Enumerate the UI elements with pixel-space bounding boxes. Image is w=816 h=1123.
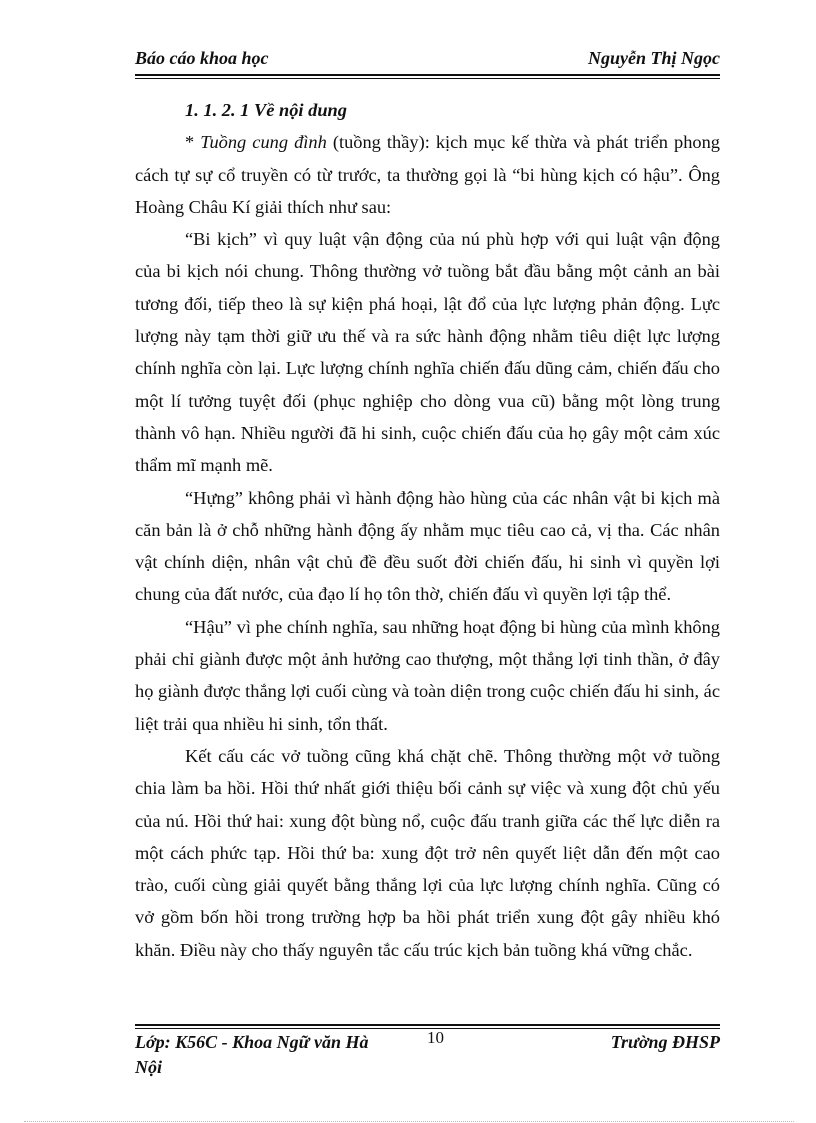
paragraph-1 (135, 126, 720, 223)
paragraph-1-italic-term: Tuồng cung đình (200, 132, 327, 153)
paragraph-2: “Bi kịch” vì quy luật vận động của nú phù hợp với qui luật vận động của bi kịch nói chung. Thông thường vở tuồng bắt đầu bằng một cảnh an bài tương đối, tiếp theo là sự kiện phá hoại, lật đổ của lực lượng phản động. Lực lượng này tạm thời giữ ưu thế và ra sức hành động nhằm tiêu diệt lực lượng chính nghĩa còn lại. Lực lượng chính nghĩa chiến đấu dũng cảm, chiến đấu cho một lí tưởng tuyệt đối (phục nghiệp cho dòng vua cũ) bằng một lòng trung thành vô hạn. Nhiều người đã hi sinh, cuộc chiến đấu của họ gây một cảm xúc thẩm mĩ mạnh mẽ. (135, 229, 720, 476)
section-heading: 1. 1. 2. 1 Về nội dung (185, 100, 347, 120)
header-rule-thick (135, 74, 720, 76)
page-edge-dotted-line (24, 1121, 794, 1122)
header-rule-thin (135, 78, 720, 79)
page-body (135, 94, 720, 966)
header-report-title: Báo cáo khoa học (135, 48, 269, 68)
paragraph-4: “Hậu” vì phe chính nghĩa, sau những hoạt động bi hùng của mình không phải chỉ giành được một ảnh hưởng cao thượng, một thắng lợi tinh thần, ở đây họ giành được thắng lợi cuối cùng và toàn diện trong cuộc chiến đấu hi sinh, ác liệt trải qua nhiều hi sinh, tổn thất. (135, 616, 720, 734)
paragraph-1-text: (tuồng thầy): kịch mục kế thừa và phát triển phong cách tự sự cổ truyền có từ trước, ta thường gọi là “bi hùng kịch có hậu”. Ông Hoàng Châu Kí giải thích như sau: (135, 132, 720, 217)
paragraph-5: Kết cấu các vở tuồng cũng khá chặt chẽ. Thông thường một vở tuồng chia làm ba hồi. Hồi thứ nhất giới thiệu bối cảnh sự việc và xung đột chủ yếu của nú. Hồi thứ hai: xung đột bùng nổ, cuộc đấu tranh giữa các thế lực diễn ra một cách phức tạp. Hồi thứ ba: xung đột trở nên quyết liệt dẫn đến một cao trào, cuối cùng giải quyết bằng thắng lợi của lực lượng chính nghĩa. Cũng có vở gồm bốn hồi trong trường hợp ba hồi phát triển xung đột gây nhiều khó khăn. Điều này cho thấy nguyên tắc cấu trúc kịch bản tuồng khá vững chắc. (135, 745, 720, 960)
footer-university: Trường ĐHSP (610, 1032, 720, 1052)
paragraph-3: “Hựng” không phải vì hành động hào hùng của các nhân vật bi kịch mà căn bản là ở chỗ những hành động ấy nhằm mục tiêu cao cả, vị tha. Các nhân vật chính diện, nhân vật chủ đề đều suốt đời chiến đấu, hi sinh vì quyền lợi chung của đất nước, của đạo lí họ tôn thờ, chiến đấu vì quyền lợi tập thể. (135, 487, 720, 605)
page-header (135, 48, 720, 76)
paragraph-1-prefix: * (185, 132, 201, 153)
footer-rule-thick (135, 1024, 720, 1026)
page-footer (135, 1030, 720, 1080)
header-author-name: Nguyễn Thị Ngọc (588, 48, 720, 68)
page-number: 10 (427, 1028, 444, 1047)
footer-class-info: Lớp: K56C - Khoa Ngữ văn Hà Nội (135, 1032, 369, 1077)
